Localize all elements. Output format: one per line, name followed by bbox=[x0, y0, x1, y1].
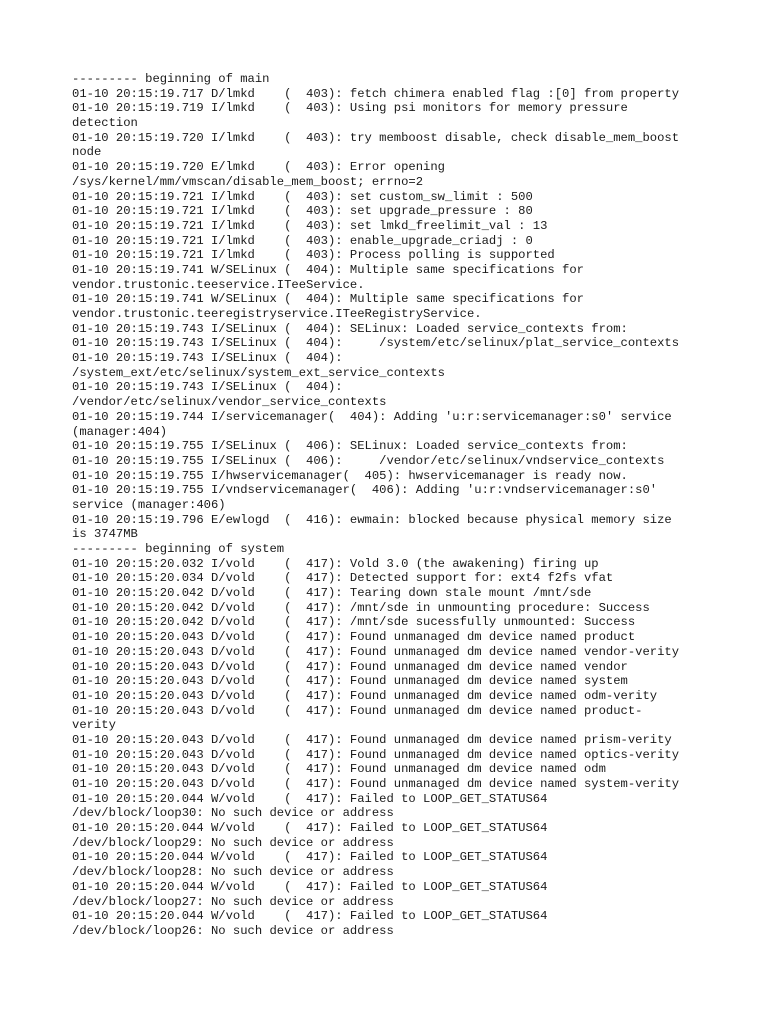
log-line: /dev/block/loop26: No such device or address bbox=[72, 923, 394, 938]
log-line: 01-10 20:15:20.043 D/vold ( 417): Found unmanaged dm device named vendor bbox=[72, 659, 628, 674]
log-line: 01-10 20:15:20.044 W/vold ( 417): Failed to LOOP_GET_STATUS64 bbox=[72, 879, 548, 894]
log-line: 01-10 20:15:20.044 W/vold ( 417): Failed to LOOP_GET_STATUS64 bbox=[72, 909, 548, 924]
log-line: 01-10 20:15:19.720 E/lmkd ( 403): Error opening bbox=[72, 160, 445, 175]
log-line: /dev/block/loop28: No such device or address bbox=[72, 865, 394, 880]
log-line: 01-10 20:15:19.744 I/servicemanager( 404): Adding 'u:r:servicemanager:s0' service bbox=[72, 409, 672, 424]
log-line: 01-10 20:15:20.043 D/vold ( 417): Found unmanaged dm device named product- bbox=[72, 703, 643, 718]
log-line: 01-10 20:15:20.044 W/vold ( 417): Failed to LOOP_GET_STATUS64 bbox=[72, 791, 548, 806]
log-line: 01-10 20:15:20.043 D/vold ( 417): Found unmanaged dm device named product bbox=[72, 630, 636, 645]
log-line: 01-10 20:15:19.721 I/lmkd ( 403): enable_upgrade_criadj : 0 bbox=[72, 233, 533, 248]
log-line: 01-10 20:15:20.043 D/vold ( 417): Found unmanaged dm device named vendor-verity bbox=[72, 644, 680, 659]
log-line: service (manager:406) bbox=[72, 497, 226, 512]
log-line: /dev/block/loop30: No such device or address bbox=[72, 806, 394, 821]
log-line: verity bbox=[72, 718, 116, 733]
log-line: 01-10 20:15:20.043 D/vold ( 417): Found unmanaged dm device named optics-verity bbox=[72, 747, 680, 762]
log-line: is 3747MB bbox=[72, 527, 138, 542]
log-line: 01-10 20:15:20.044 W/vold ( 417): Failed to LOOP_GET_STATUS64 bbox=[72, 821, 548, 836]
log-line: /system_ext/etc/selinux/system_ext_service_contexts bbox=[72, 365, 445, 380]
log-line: 01-10 20:15:19.741 W/SELinux ( 404): Multiple same specifications for bbox=[72, 292, 584, 307]
log-line: 01-10 20:15:20.034 D/vold ( 417): Detected support for: ext4 f2fs vfat bbox=[72, 571, 614, 586]
log-line: 01-10 20:15:19.721 I/lmkd ( 403): set upgrade_pressure : 80 bbox=[72, 204, 533, 219]
log-line: 01-10 20:15:19.721 I/lmkd ( 403): Process polling is supported bbox=[72, 248, 555, 263]
log-line: 01-10 20:15:20.043 D/vold ( 417): Found unmanaged dm device named system-verity bbox=[72, 777, 680, 791]
log-line: 01-10 20:15:19.755 I/SELinux ( 406): /vendor/etc/selinux/vndservice_contexts bbox=[72, 453, 665, 468]
log-line: 01-10 20:15:19.743 I/SELinux ( 404): bbox=[72, 351, 343, 366]
log-line: (manager:404) bbox=[72, 424, 168, 439]
log-line: 01-10 20:15:19.721 I/lmkd ( 403): set lmkd_freelimit_val : 13 bbox=[72, 218, 548, 233]
log-line: --------- beginning of system bbox=[72, 542, 285, 556]
log-line: 01-10 20:15:20.043 D/vold ( 417): Found unmanaged dm device named system bbox=[72, 674, 628, 689]
log-line: detection bbox=[72, 116, 138, 131]
log-line: /dev/block/loop29: No such device or address bbox=[72, 835, 394, 850]
log-line: 01-10 20:15:20.043 D/vold ( 417): Found unmanaged dm device named prism-verity bbox=[72, 732, 672, 747]
log-line: 01-10 20:15:20.042 D/vold ( 417): Tearing down stale mount /mnt/sde bbox=[72, 586, 592, 601]
log-line: 01-10 20:15:19.717 D/lmkd ( 403): fetch chimera enabled flag :[0] from property bbox=[72, 86, 680, 101]
log-line: 01-10 20:15:19.796 E/ewlogd ( 416): ewmain: blocked because physical memory size bbox=[72, 512, 672, 527]
log-line: /dev/block/loop27: No such device or address bbox=[72, 894, 394, 909]
log-line: 01-10 20:15:19.755 I/hwservicemanager( 405): hwservicemanager is ready now. bbox=[72, 468, 628, 483]
log-line: 01-10 20:15:19.741 W/SELinux ( 404): Multiple same specifications for bbox=[72, 262, 584, 277]
log-line: 01-10 20:15:20.044 W/vold ( 417): Failed to LOOP_GET_STATUS64 bbox=[72, 850, 548, 865]
log-line: vendor.trustonic.teeregistryservice.ITeeRegistryService. bbox=[72, 307, 482, 321]
log-line: 01-10 20:15:20.043 D/vold ( 417): Found unmanaged dm device named odm-verity bbox=[72, 688, 658, 703]
log-page bbox=[72, 72, 712, 939]
log-line: /sys/kernel/mm/vmscan/disable_mem_boost; errno=2 bbox=[72, 174, 424, 189]
log-line: 01-10 20:15:19.720 I/lmkd ( 403): try memboost disable, check disable_mem_boost bbox=[72, 130, 680, 145]
log-line: 01-10 20:15:20.042 D/vold ( 417): /mnt/sde in unmounting procedure: Success bbox=[72, 600, 650, 615]
log-line: 01-10 20:15:19.755 I/vndservicemanager( 406): Adding 'u:r:vndservicemanager:s0' bbox=[72, 483, 658, 498]
log-line: 01-10 20:15:20.043 D/vold ( 417): Found unmanaged dm device named odm bbox=[72, 762, 606, 777]
log-line: 01-10 20:15:19.719 I/lmkd ( 403): Using psi monitors for memory pressure bbox=[72, 101, 628, 116]
log-line: node bbox=[72, 145, 102, 160]
log-line: vendor.trustonic.teeservice.ITeeService. bbox=[72, 277, 365, 292]
log-body bbox=[72, 72, 712, 939]
log-line: 01-10 20:15:19.743 I/SELinux ( 404): bbox=[72, 380, 343, 395]
log-line: 01-10 20:15:19.755 I/SELinux ( 406): SELinux: Loaded service_contexts from: bbox=[72, 439, 628, 454]
log-line: 01-10 20:15:19.721 I/lmkd ( 403): set custom_sw_limit : 500 bbox=[72, 189, 533, 204]
log-line: 01-10 20:15:19.743 I/SELinux ( 404): SELinux: Loaded service_contexts from: bbox=[72, 321, 628, 336]
log-line: 01-10 20:15:20.032 I/vold ( 417): Vold 3.0 (the awakening) firing up bbox=[72, 556, 599, 571]
log-line: 01-10 20:15:19.743 I/SELinux ( 404): /system/etc/selinux/plat_service_contexts bbox=[72, 336, 680, 351]
log-line: /vendor/etc/selinux/vendor_service_contexts bbox=[72, 395, 387, 410]
log-line: --------- beginning of main bbox=[72, 72, 270, 86]
log-line: 01-10 20:15:20.042 D/vold ( 417): /mnt/sde sucessfully unmounted: Success bbox=[72, 615, 636, 630]
